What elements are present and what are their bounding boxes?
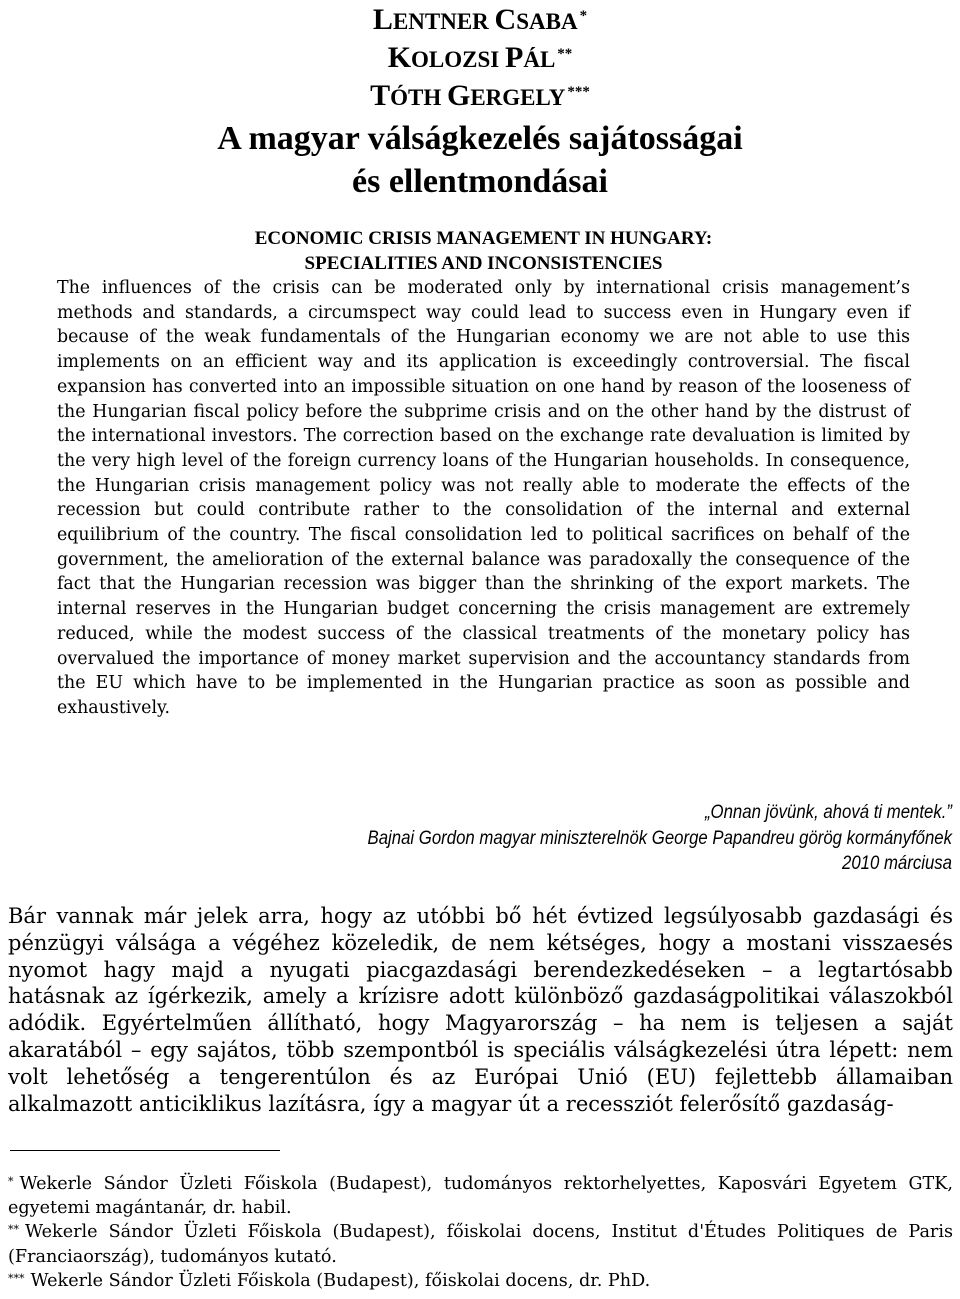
paper-title bbox=[0, 117, 960, 203]
footnote-mark: *** bbox=[8, 1271, 25, 1285]
author-name: KOLOZSI PÁL ** bbox=[387, 41, 573, 74]
epigraph-quote: „Onnan jövünk, ahová ti mentek.” bbox=[704, 801, 952, 823]
abstract-heading: ECONOMIC CRISIS MANAGEMENT IN HUNGARY: SPECIALITIES AND INCONSISTENCIES bbox=[254, 228, 713, 274]
footnote-mark: ** bbox=[557, 46, 573, 62]
epigraph bbox=[264, 800, 952, 877]
author-name: LENTNER CSABA * bbox=[372, 3, 588, 36]
footnote-text: Wekerle Sándor Üzleti Főiskola (Budapest), tudományos rektorhelyettes, Kaposvári Egyetem GTK, egyetemi magántanár, dr. habil. bbox=[8, 1174, 953, 1219]
footnotes bbox=[8, 1172, 953, 1293]
footnote-text: Wekerle Sándor Üzleti Főiskola (Budapest), főiskolai docens, dr. PhD. bbox=[30, 1270, 651, 1291]
footnote-mark: * bbox=[579, 8, 588, 24]
footnote-text: Wekerle Sándor Üzleti Főiskola (Budapest), főiskolai docens, Institut d'Études Politiques de Paris (Franciaország), tudományos kutató. bbox=[8, 1222, 953, 1267]
footnote bbox=[8, 1172, 953, 1220]
paper-title-line: és ellentmondásai bbox=[352, 163, 608, 200]
footnote-mark: * bbox=[8, 1175, 14, 1188]
header-block bbox=[0, 2, 960, 203]
paper-title-line: A magyar válságkezelés sajátosságai bbox=[217, 120, 743, 157]
abstract bbox=[57, 226, 910, 721]
footnote-mark: ** bbox=[8, 1223, 19, 1237]
footnote-divider bbox=[10, 1150, 280, 1151]
footnote bbox=[8, 1220, 953, 1268]
epigraph-date: 2010 márciusa bbox=[842, 852, 952, 874]
epigraph-attribution: Bajnai Gordon magyar miniszterelnök George Papandreu görög kormányfőnek bbox=[367, 826, 953, 849]
footnote bbox=[8, 1269, 953, 1293]
footnote-mark: *** bbox=[567, 84, 590, 100]
body-paragraph: Bár vannak már jelek arra, hogy az utóbbi bő hét évtized legsúlyosabb gazdasági és pénzügyi válsága a végéhez közeledik, de nem kétséges, hogy a mostani visszaesés nyomot hagy majd a nyugati piacgazdasági berendezkedéseken – a legtartósabb hatásnak az ígérkezik, amely a krízisre adott különböző gazdaságpolitikai válaszokból adódik. Egyértelműen állítható, hogy Magyarország – ha nem is teljesen a saját akaratából – egy sajátos, több szempontból is speciális válságkezelési útra lépett: nem volt lehetőség a tengerentúlon és az Európai Unió (EU) fejlettebb államaiban alkalmazott anticiklikus lazításra, így a magyar út a recessziót felerősítő gazdaság- bbox=[8, 904, 953, 1116]
author-name: TÓTH GERGELY *** bbox=[370, 79, 590, 112]
abstract-text: The influences of the crisis can be moderated only by international crisis management’s methods and standards, a circumspect way could lead to success even in Hungary even if because of the weak fundamentals of the Hungarian economy we are not able to use this implements on an efficient way and its application is exceedingly controversial. The fiscal expansion has converted into an impossible situation on one hand by reason of the looseness of the Hungarian fiscal policy before the subprime crisis and on the other hand by the distrust of the international investors. The correction based on the exchange rate devaluation is limited by the very high level of the foreign currency loans of the Hungarian households. In consequence, the Hungarian crisis management policy was not really able to moderate the effects of the recession but could contribute rather to the consolidation of the internal and external equilibrium of the country. The fiscal consolidation led to political sacrifices on behalf of the government, the amelioration of the external balance was paradoxally the consequence of the fact that the Hungarian recession was bigger than the shrinking of the export markets. The internal reserves in the Hungarian budget concerning the crisis management are extremely reduced, while the modest success of the classical treatments of the monetary policy has overvalued the importance of money market supervision and the accountancy standards from the EU which have to be implemented in the Hungarian practice as soon as possible and exhaustively. bbox=[57, 278, 910, 718]
